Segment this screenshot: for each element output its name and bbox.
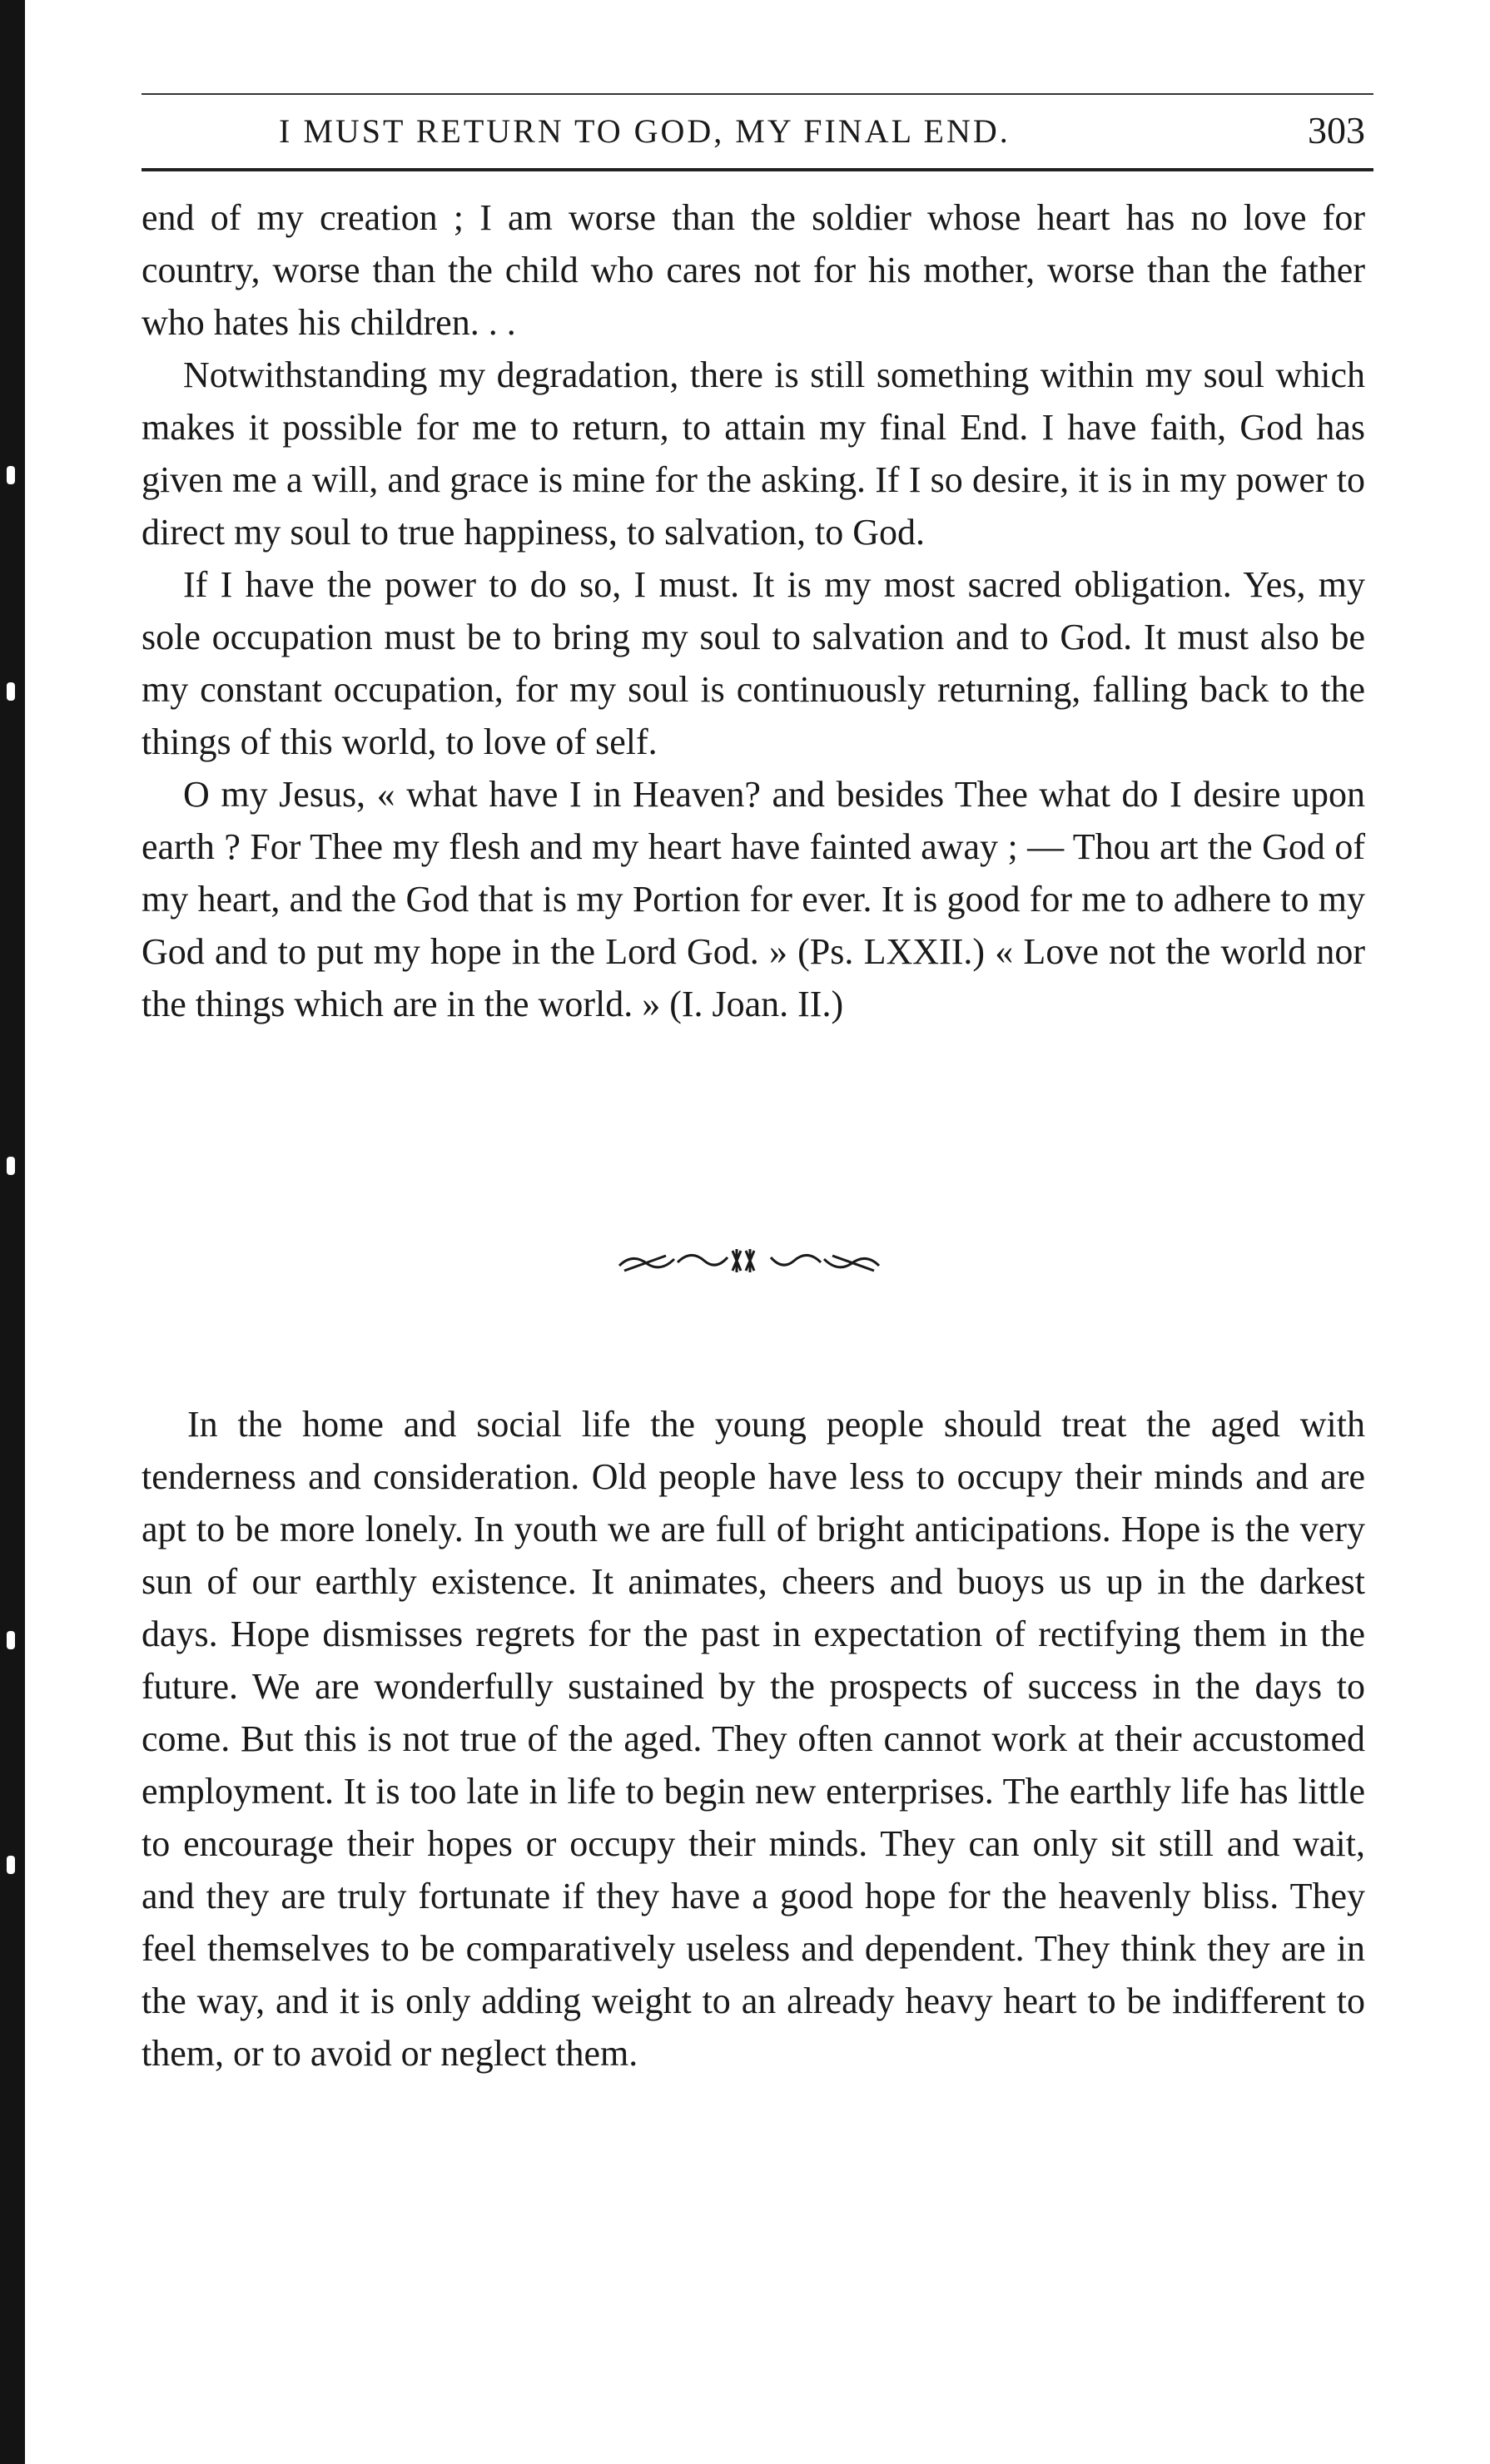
- binding-speck: [7, 1856, 15, 1874]
- running-head: [142, 108, 1373, 166]
- aged-care-section: [142, 1398, 1365, 2080]
- paragraph: Notwithstanding my degradation, there is still something within my soul which makes it possible for me to return, to attain my final End. I have faith, God has given me a will, and grace is mine for the asking. If I so desire, it is in my power to direct my soul to true happiness, to salvation, to God.: [142, 354, 1365, 553]
- scan-binding-edge: [0, 0, 25, 2464]
- paragraph: In the home and social life the young people should treat the aged with tenderness and consideration. Old people have less to occupy their minds and are apt to be more lonely. In youth we are full of bright anticipations. Hope is the very sun of our earthly existence. It animates, cheers and buoys us up in the darkest days. Hope dismisses regrets for the past in expectation of rectifying them in the future. We are wonderfully sustained by the prospects of success in the days to come. But this is not true of the aged. They often cannot work at their accustomed employment. It is too late in life to begin new enterprises. The earthly life has little to encourage their hopes or occupy their minds. They can only sit still and wait, and they are truly fortunate if they have a good hope for the heavenly bliss. They feel themselves to be comparatively useless and dependent. They think they are in the way, and it is only adding weight to an already heavy heart to be indifferent to them, or to avoid or neglect them.: [142, 1404, 1365, 2074]
- binding-speck: [7, 466, 15, 484]
- paragraph: O my Jesus, « what have I in Heaven? and besides Thee what do I desire upon earth ? For Thee my flesh and my heart have fainted away ; — Thou art the God of my heart, and the God that is my Portion for ever. It is good for me to adhere to my God and to put my hope in the Lord God. » (Ps. LXXII.) « Love not the world nor the things which are in the world. » (I. Joan. II.): [142, 774, 1365, 1024]
- printers-ornament-icon: [616, 1244, 882, 1277]
- binding-speck: [7, 682, 15, 701]
- paragraph-continued: end of my creation ; I am worse than the soldier whose heart has no love for country, worse than the child who cares not for his mother, worse than the father who hates his children. . .: [142, 197, 1365, 343]
- meditation-section: [142, 191, 1365, 1030]
- binding-speck: [7, 1631, 15, 1649]
- header-top-rule: [142, 93, 1373, 95]
- running-title: I MUST RETURN TO GOD, MY FINAL END.: [279, 112, 1011, 150]
- header-rule: [142, 168, 1373, 171]
- paragraph: If I have the power to do so, I must. It is my most sacred obligation. Yes, my sole occupation must be to bring my soul to salvation and to God. It must also be my constant occupation, for my soul is continuously returning, falling back to the things of this world, to love of self.: [142, 564, 1365, 762]
- page-number: 303: [1308, 109, 1365, 151]
- binding-speck: [7, 1157, 15, 1175]
